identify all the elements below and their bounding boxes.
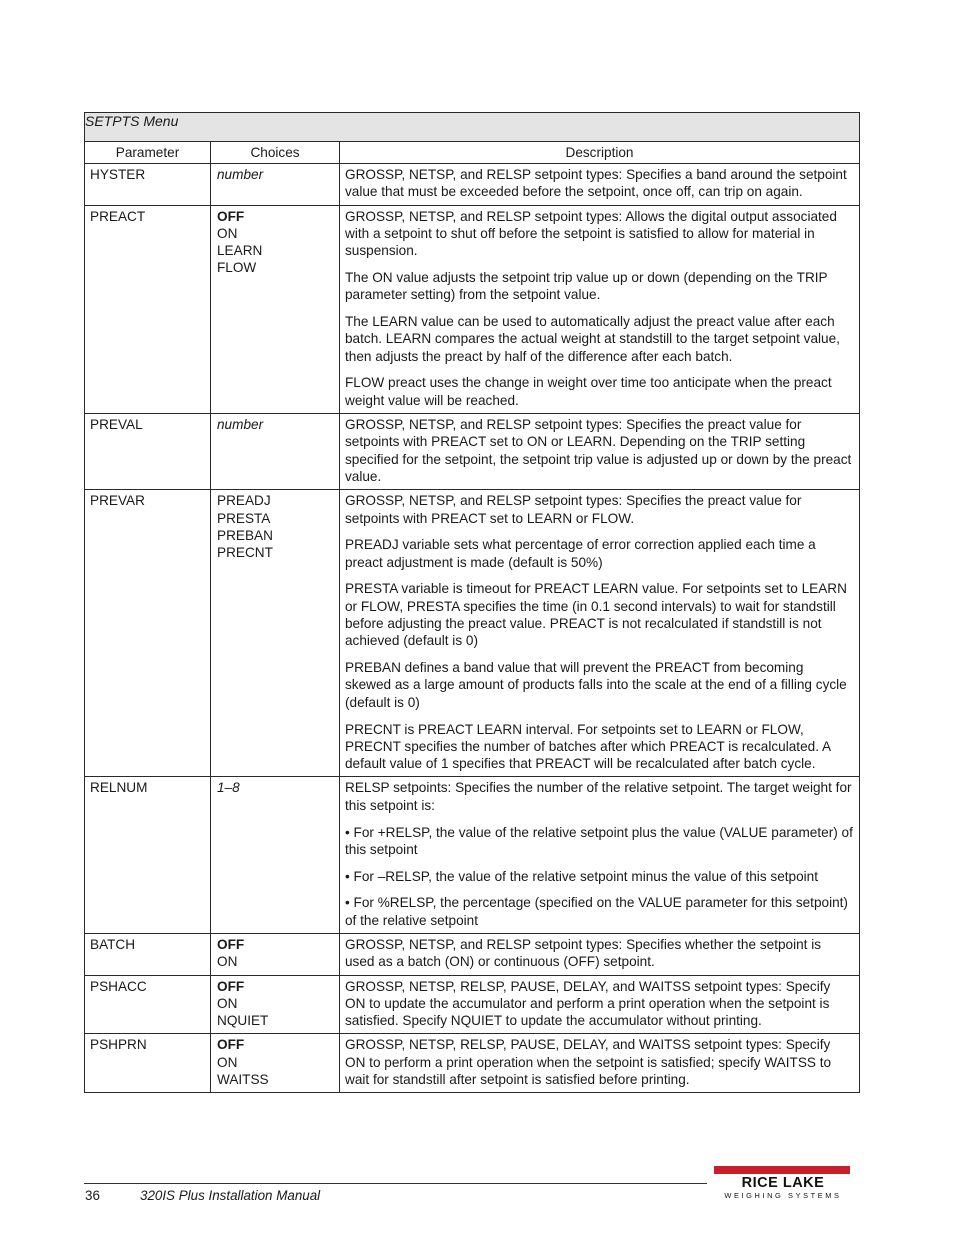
description-paragraph: PRESTA variable is timeout for PREACT LEARN value. For setpoints set to LEARN or FLOW, PRESTA specifies the time (in 0.1 second intervals) to wait for standstill before adjusting the preact value. PREACT is not recalculated if standstill is not achieved (default is 0) xyxy=(345,581,847,649)
parameter-cell: RELNUM xyxy=(85,777,211,934)
choice-value: OFF xyxy=(217,978,245,994)
table-row xyxy=(85,975,860,1034)
footer-rule xyxy=(84,1183,707,1184)
table-row xyxy=(85,414,860,490)
header-description: Description xyxy=(340,142,860,164)
choice-value: OFF xyxy=(217,936,245,952)
page-number: 36 xyxy=(85,1188,100,1203)
description-paragraph: PREBAN defines a band value that will prevent the PREACT from becoming skewed as a large amount of products falls into the scale at the end of a filling cycle (default is 0) xyxy=(345,660,847,710)
description-cell xyxy=(340,414,860,490)
choice-value: ON xyxy=(217,1054,238,1070)
choices-cell xyxy=(211,490,340,777)
table-header-row xyxy=(85,142,860,164)
rice-lake-logo xyxy=(714,1166,852,1198)
choices-cell xyxy=(211,777,340,934)
setpts-menu-table xyxy=(84,112,860,1093)
choices-cell xyxy=(211,1034,340,1093)
choices-cell xyxy=(211,975,340,1034)
choice-value: PRECNT xyxy=(217,545,273,561)
choice-value: PREADJ xyxy=(217,493,271,509)
table-row xyxy=(85,490,860,777)
choice-value: PREBAN xyxy=(217,527,273,543)
choice-value: ON xyxy=(217,995,238,1011)
choice-value: OFF xyxy=(217,1037,245,1053)
description-cell xyxy=(340,975,860,1034)
description-paragraph: • For –RELSP, the value of the relative setpoint minus the value of this setpoint xyxy=(345,868,819,884)
header-choices: Choices xyxy=(211,142,340,164)
description-paragraph: • For +RELSP, the value of the relative setpoint plus the value (VALUE parameter) of this setpoint xyxy=(345,824,853,857)
description-paragraph: The LEARN value can be used to automatically adjust the preact value after each batch. LEARN compares the actual weight at standstill to the target setpoint value, then adjusts the preact by half of the difference after each batch. xyxy=(345,314,840,364)
choice-value: ON xyxy=(217,225,238,241)
parameter-cell: PREACT xyxy=(85,205,211,413)
description-cell xyxy=(340,933,860,975)
choices-cell xyxy=(211,414,340,490)
choice-value: number xyxy=(217,417,264,433)
choice-value: WAITSS xyxy=(217,1072,269,1088)
choices-cell xyxy=(211,205,340,413)
choice-value: FLOW xyxy=(217,260,257,276)
logo-name: RICE LAKE xyxy=(741,1175,825,1191)
table-row xyxy=(85,205,860,413)
description-paragraph: PRECNT is PREACT LEARN interval. For setpoints set to LEARN or FLOW, PRECNT specifies the number of batches after which PREACT is recalculated. A default value of 1 specifies that PREACT will be recalculated after batch cycle. xyxy=(345,721,831,772)
table-row xyxy=(85,164,860,206)
description-paragraph: GROSSP, NETSP, and RELSP setpoint types: Specifies the preact value for setpoints with PREACT set to LEARN or FLOW. xyxy=(345,493,802,526)
description-paragraph: RELSP setpoints: Specifies the number of the relative setpoint. The target weight for this setpoint is: xyxy=(345,780,852,813)
description-cell xyxy=(340,164,860,206)
choices-cell xyxy=(211,933,340,975)
table-row xyxy=(85,1034,860,1093)
parameter-cell: PSHACC xyxy=(85,975,211,1034)
description-paragraph: • For %RELSP, the percentage (specified on the VALUE parameter for this setpoint) of the relative setpoint xyxy=(345,895,848,928)
description-paragraph: The ON value adjusts the setpoint trip value up or down (depending on the TRIP parameter setting) from the setpoint value. xyxy=(345,269,828,303)
description-cell xyxy=(340,1034,860,1093)
table-row xyxy=(85,777,860,934)
manual-title: 320IS Plus Installation Manual xyxy=(140,1188,321,1203)
parameter-cell: PSHPRN xyxy=(85,1034,211,1093)
table-row xyxy=(85,933,860,975)
description-paragraph: FLOW preact uses the change in weight over time too anticipate when the preact weight value will be reached. xyxy=(345,375,832,408)
header-parameter: Parameter xyxy=(85,142,211,164)
description-paragraph: PREADJ variable sets what percentage of error correction applied each time a preact adjustment is made (default is 50%) xyxy=(345,537,816,570)
parameter-cell: HYSTER xyxy=(85,164,211,206)
parameter-cell: PREVAL xyxy=(85,414,211,490)
description-cell xyxy=(340,490,860,777)
choice-value: number xyxy=(217,167,264,182)
choice-value: OFF xyxy=(217,208,245,224)
parameter-cell: BATCH xyxy=(85,933,211,975)
description-paragraph: GROSSP, NETSP, and RELSP setpoint types: Specifies a band around the setpoint value that must be exceeded before the setpoint, once off, can trip on again. xyxy=(345,167,847,200)
choice-value: PRESTA xyxy=(217,510,271,526)
parameter-cell: PREVAR xyxy=(85,490,211,777)
logo-tagline: WEIGHING SYSTEMS xyxy=(724,1191,842,1200)
description-cell xyxy=(340,205,860,413)
choice-value: 1–8 xyxy=(217,780,240,796)
description-cell xyxy=(340,777,860,934)
description-paragraph: GROSSP, NETSP, RELSP, PAUSE, DELAY, and WAITSS setpoint types: Specify ON to update the accumulator and perform a print operation when the setpoint is satisfied. Specify NQUIET to update the accumulator without printing. xyxy=(345,978,831,1029)
choice-value: NQUIET xyxy=(217,1013,269,1029)
choice-value: ON xyxy=(217,954,238,970)
description-paragraph: GROSSP, NETSP, and RELSP setpoint types: Specifies the preact value for setpoints with PREACT set to ON or LEARN. Depending on the TRIP setting specified for the setpoint, the setpoint trip value is adjusted up or down by the preact value. xyxy=(345,417,852,484)
description-paragraph: GROSSP, NETSP, RELSP, PAUSE, DELAY, and WAITSS setpoint types: Specify ON to perform a print operation when the setpoint is satisfied; specify WAITSS to wait for standstill after setpoint is satisfied before printing. xyxy=(345,1037,832,1088)
table-title: SETPTS Menu xyxy=(85,113,860,142)
logo-bar xyxy=(714,1166,850,1174)
description-paragraph: GROSSP, NETSP, and RELSP setpoint types: Specifies whether the setpoint is used as a batch (ON) or continuous (OFF) setpoint. xyxy=(345,936,822,970)
description-paragraph: GROSSP, NETSP, and RELSP setpoint types: Allows the digital output associated with a setpoint to shut off before the setpoint is satisfied to allow for material in suspension. xyxy=(345,208,837,259)
choices-cell xyxy=(211,164,340,206)
choice-value: LEARN xyxy=(217,243,263,259)
